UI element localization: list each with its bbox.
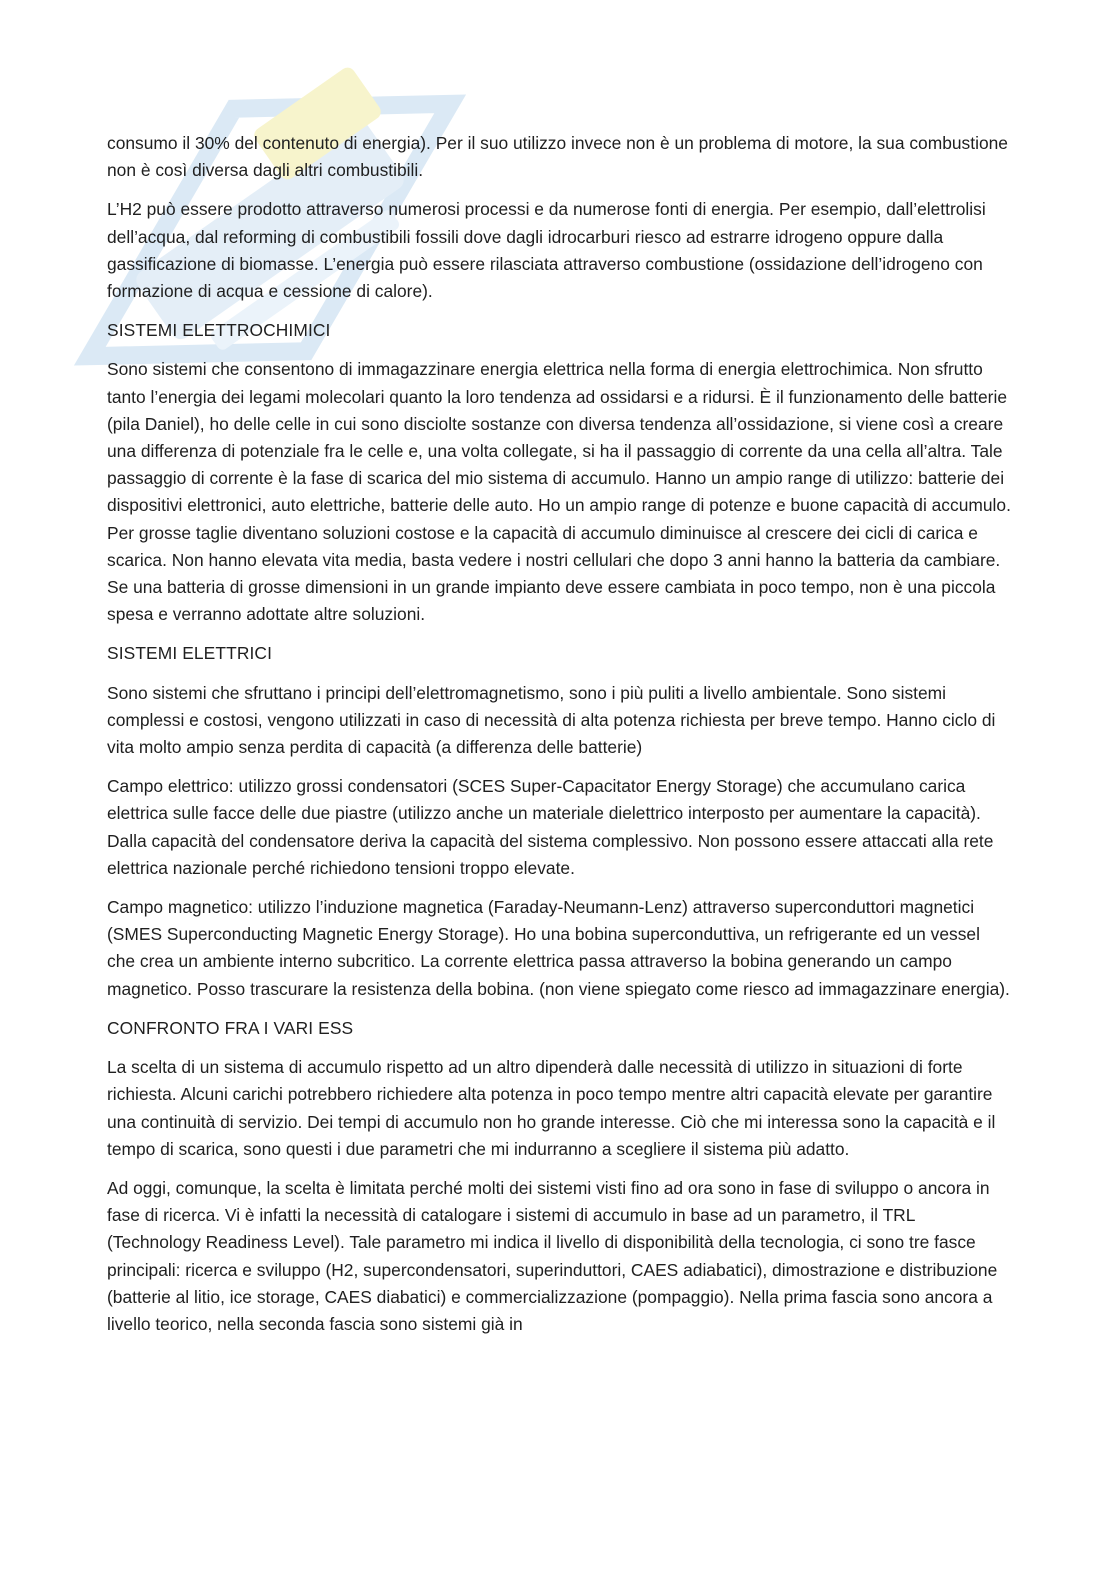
section-heading: SISTEMI ELETTROCHIMICI: [107, 320, 331, 341]
paragraph: Campo magnetico: utilizzo l’induzione magnetica (Faraday-Neumann-Lenz) attraverso superconduttori magnetici (SMES Superconducting Magnetic Energy Storage). Ho una bobina superconduttiva, un refrigerante ed un vessel che crea un ambiente interno subcritico. La corrente elettrica passa attraverso la bobina generando un campo magnetico. Posso trascurare la resistenza della bobina. (non viene spiegato come riesco ad immagazzinare energia).: [107, 897, 1010, 999]
section-heading: CONFRONTO FRA I VARI ESS: [107, 1017, 354, 1038]
paragraph: consumo il 30% del contenuto di energia). Per il suo utilizzo invece non è un problema di motore, la sua combustione non è così diversa dagli altri combustibili.: [107, 133, 1008, 181]
paragraph: Campo elettrico: utilizzo grossi condensatori (SCES Super-Capacitator Energy Storage) che accumulano carica elettrica sulle facce delle due piastre (utilizzo anche un materiale dielettrico interposto per aumentare la capacità). Dalla capacità del condensatore deriva la capacità del sistema complessivo. Non possono essere attaccati alla rete elettrica nazionale perché richiedono tensioni troppo elevate.: [107, 776, 994, 878]
section-heading: SISTEMI ELETTRICI: [107, 643, 273, 664]
paragraph: La scelta di un sistema di accumulo rispetto ad un altro dipenderà dalle necessità di utilizzo in situazioni di forte richiesta. Alcuni carichi potrebbero richiedere alta potenza in poco tempo mentre altri capacità elevate per garantire una continuità di servizio. Dei tempi di accumulo non ho grande interesse. Ciò che mi interessa sono la capacità e il tempo di scarica, sono questi i due parametri che mi indurranno a scegliere il sistema più adatto.: [107, 1057, 996, 1159]
paragraph: L’H2 può essere prodotto attraverso numerosi processi e da numerose fonti di energia. Per esempio, dall’elettrolisi dell’acqua, dal reforming di combustibili fossili dove dagli idrocarburi riesco ad estrarre idrogeno oppure dalla gassificazione di biomasse. L’energia può essere rilasciata attraverso combustione (ossidazione dell’idrogeno con formazione di acqua e cessione di calore).: [107, 199, 986, 302]
paragraph: Sono sistemi che consentono di immagazzinare energia elettrica nella forma di energia elettrochimica. Non sfrutto tanto l’energia dei legami molecolari quanto la loro tendenza ad ossidarsi e a ridursi. È il funzionamento delle batterie (pila Daniel), ho delle celle in cui sono disciolte sostanze con diversa tendenza all’ossidazione, si viene così a creare una differenza di potenziale fra le celle e, una volta collegate, si ha il passaggio di corrente da una cella all’altra. Tale passaggio di corrente è la fase di scarica del mio sistema di accumulo. Hanno un ampio range di utilizzo: batterie dei dispositivi elettronici, auto elettriche, batterie delle auto. Ho un ampio range di potenze e buone capacità di accumulo. Per grosse taglie diventano soluzioni costose e la capacità di accumulo diminuisce al crescere dei cicli di carica e scarica. Non hanno elevata vita media, basta vedere i nostri cellulari che dopo 3 anni hanno la batteria da cambiare. Se una batteria di grosse dimensioni in un grande impianto deve essere cambiata in poco tempo, non è una piccola spesa e verranno adottate altre soluzioni.: [107, 359, 1011, 625]
document-body: [107, 130, 1012, 1350]
paragraph: Sono sistemi che sfruttano i principi dell’elettromagnetismo, sono i più puliti a livello ambientale. Sono sistemi complessi e costosi, vengono utilizzati in caso di necessità di alta potenza richiesta per breve tempo. Hanno ciclo di vita molto ampio senza perdita di capacità (a differenza delle batterie): [107, 682, 996, 758]
paragraph: Ad oggi, comunque, la scelta è limitata perché molti dei sistemi visti fino ad ora sono in fase di sviluppo o ancora in fase di ricerca. Vi è infatti la necessità di catalogare i sistemi di accumulo in base ad un parametro, il TRL (Technology Readiness Level). Tale parametro mi indica il livello di disponibilità della tecnologia, ci sono tre fasce principali: ricerca e sviluppo (H2, supercondensatori, superinduttori, CAES adiabatici), dimostrazione e distribuzione (batterie al litio, ice storage, CAES diabatici) e commercializzazione (pompaggio). Nella prima fascia sono ancora a livello teorico, nella seconda fascia sono sistemi già in: [107, 1177, 998, 1334]
